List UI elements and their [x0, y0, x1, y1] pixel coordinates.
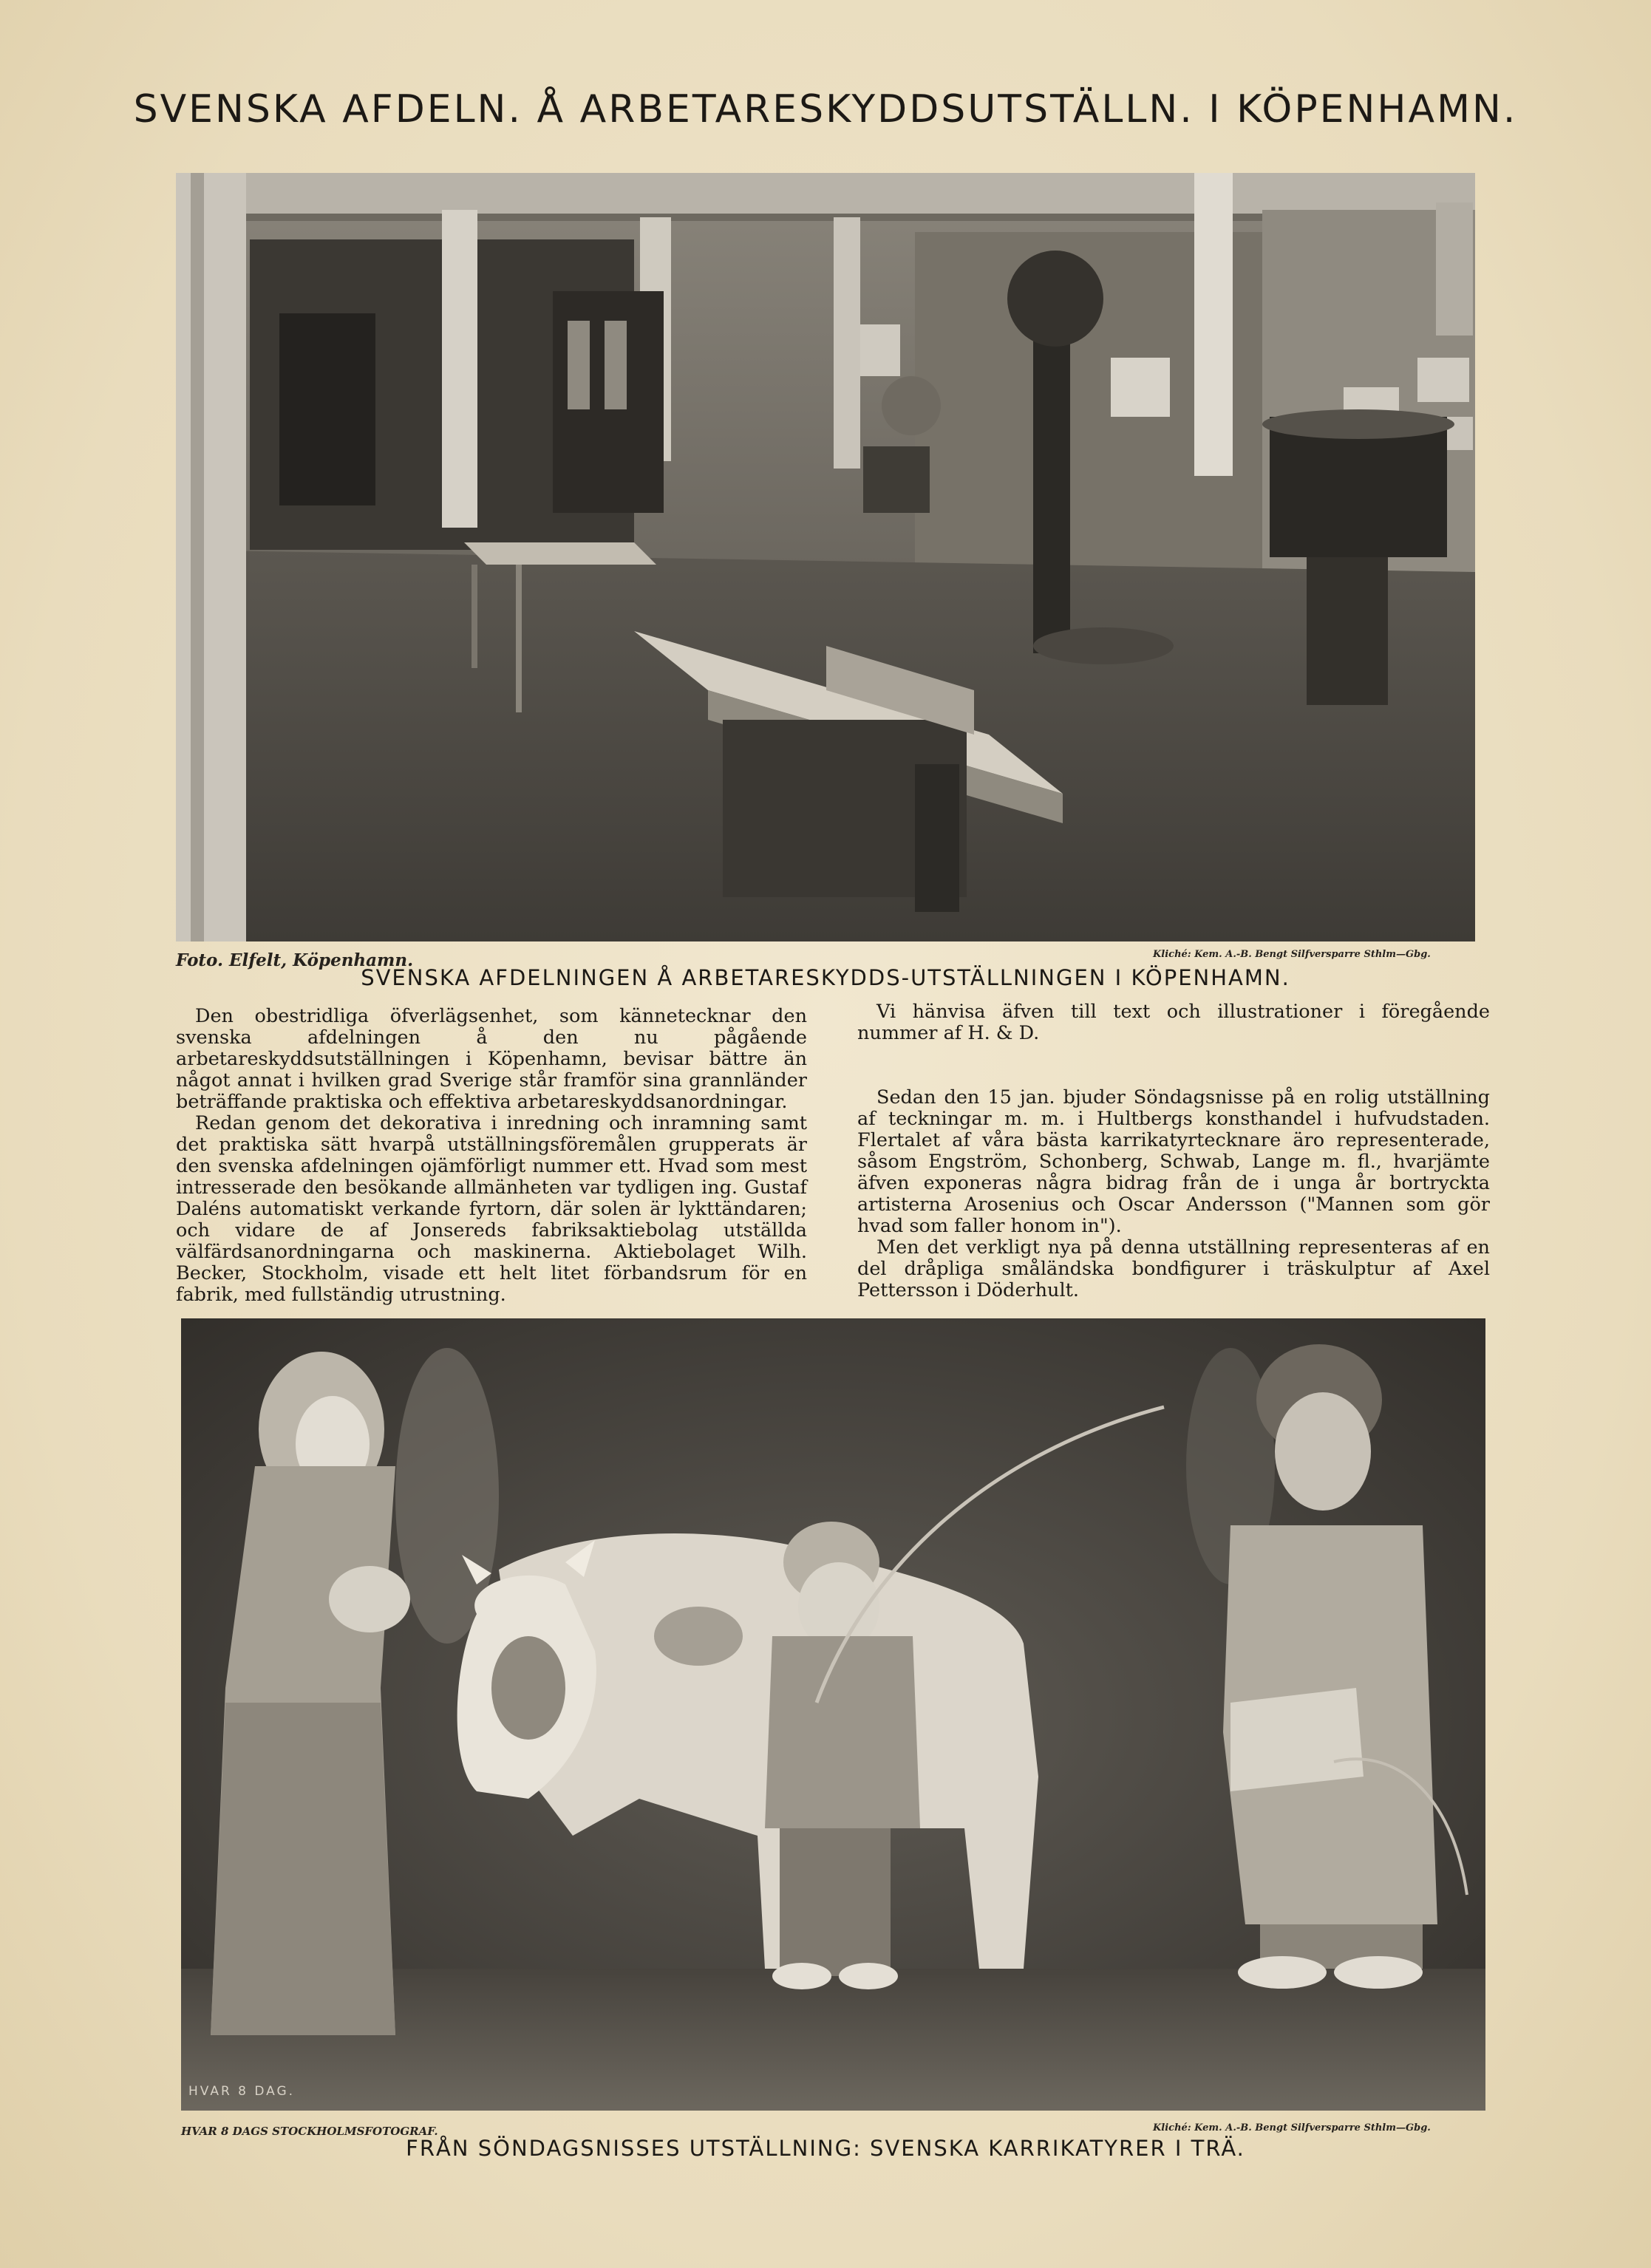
article-right-column — [857, 1001, 1490, 1301]
article-paragraph: Redan genom det dekorativa i inredning och inramning samt det praktiska sätt hvarpå utställningsföremålen grupperats är den svenska afdelningen ojämförligt nummer ett. Hvad som mest intresserade den besökande allmänheten var tydligen ing. Gustaf Daléns automatiskt verkande fyrtorn, där solen är lykttändaren; och vidare de af Jonsereds fabriksaktiebolag utställda välfärdsanordningarna och maskinerna. Aktiebolaget Wilh. Becker, Stockholm, visade ett helt litet förbandsrum för en fabrik, med fullständig utrustning. — [176, 1112, 807, 1306]
article-paragraph: Men det verkligt nya på denna utställning representeras af en del dråpliga småländska bondfigurer i träskulptur af Axel Pettersson i Döderhult. — [857, 1236, 1490, 1301]
exhibition-hall-photo — [176, 173, 1475, 941]
page-title: SVENSKA AFDELN. Å ARBETARESKYDDSUTSTÄLLN. I KÖPENHAMN. — [133, 87, 1518, 132]
photo2-credit-left: HVAR 8 DAGS STOCKHOLMSFOTOGRAF. — [181, 2125, 438, 2138]
photo1-caption: SVENSKA AFDELNINGEN Å ARBETARESKYDDS-UTSTÄLLNINGEN I KÖPENHAMN. — [361, 965, 1290, 990]
photo2-watermark: HVAR 8 DAG. — [188, 2084, 296, 2099]
article-paragraph: Sedan den 15 jan. bjuder Söndagsnisse på en rolig utställning af teckningar m. m. i Hultbergs konsthandel i hufvudstaden. Flertalet af våra bästa karrikatyrtecknare äro representerade, såsom Engström, Schonberg, Schwab, Lange m. fl., hvarjämte äfven exponeras några bidrag från de i unga år bortryckta artisterna Arosenius och Oscar Andersson ("Mannen som gör hvad som faller honom in"). — [857, 1086, 1490, 1237]
photo1-credit-right: Kliché: Kem. A.-B. Bengt Silfversparre Sthlm—Gbg. — [1153, 949, 1431, 960]
photo1-credit-left: Foto. Elfelt, Köpenhamn. — [176, 950, 414, 970]
article-paragraph: Vi hänvisa äfven till text och illustrationer i föregående nummer af H. & D. — [857, 1001, 1490, 1044]
article-left-column — [176, 1006, 807, 1306]
photo2-credit-right: Kliché: Kem. A.-B. Bengt Silfversparre Sthlm—Gbg. — [1153, 2122, 1431, 2134]
wooden-figures-photo — [181, 1318, 1485, 2111]
article-paragraph: Den obestridliga öfverlägsenhet, som kännetecknar den svenska afdelningen å den nu pågående arbetareskyddsutställningen i Köpenhamn, bevisar bättre än något annat i hvilken grad Sverige står framför sina grannländer beträffande praktiska och effektiva arbetareskyddsanordningar. — [176, 1005, 807, 1113]
photo2-caption: FRÅN SÖNDAGSNISSES UTSTÄLLNING: SVENSKA KARRIKATYRER I TRÄ. — [406, 2136, 1245, 2161]
